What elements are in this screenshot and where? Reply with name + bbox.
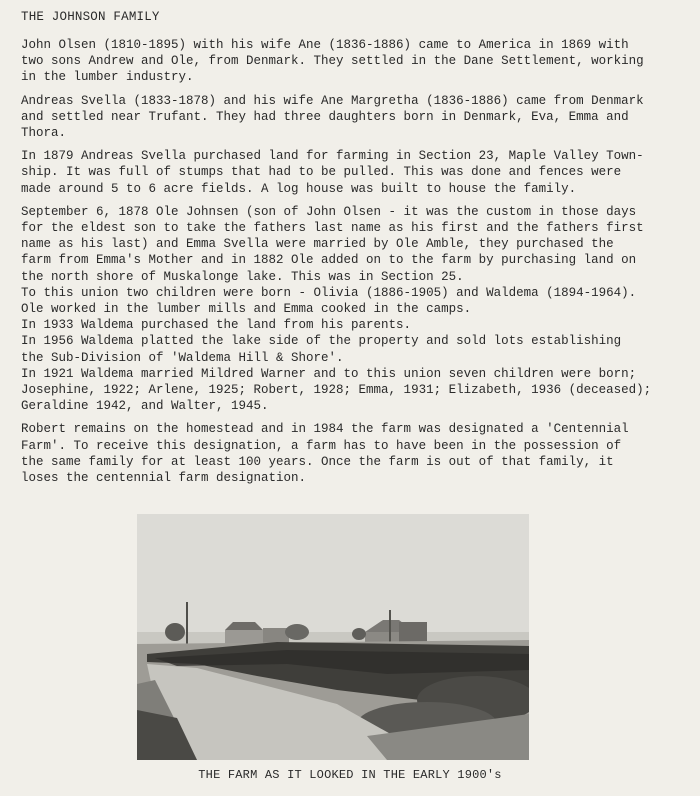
text-line: In 1879 Andreas Svella purchased land for farming in Section 23, Maple Valley Town- (21, 149, 644, 164)
text-line: made around 5 to 6 acre fields. A log house was built to house the family. (21, 181, 577, 196)
paragraph-land-purchase (21, 148, 681, 197)
text-line: farm from Emma's Mother and in 1882 Ole added on to the farm by purchasing land on (21, 253, 637, 268)
text-line: Thora. (21, 126, 67, 141)
paragraph-svella (21, 93, 681, 142)
text-line: loses the centennial farm designation. (21, 471, 307, 486)
text-line: To this union two children were born - Olivia (1886-1905) and Waldema (1894-1964). (21, 285, 637, 300)
photo-caption: THE FARM AS IT LOOKED IN THE EARLY 1900's (198, 768, 502, 782)
text-line: in the lumber industry. (21, 70, 194, 85)
text-line: the north shore of Muskalonge lake. This was in Section 25. (21, 269, 464, 284)
farm-photograph (137, 514, 529, 760)
text-line: and settled near Trufant. They had three daughters born in Denmark, Eva, Emma and (21, 109, 629, 124)
text-line: September 6, 1878 Ole Johnsen (son of John Olsen - it was the custom in those days (21, 204, 637, 219)
text-line: In 1921 Waldema married Mildred Warner and to this union seven children were born; (21, 366, 637, 381)
text-line: Josephine, 1922; Arlene, 1925; Robert, 1928; Emma, 1931; Elizabeth, 1936 (deceased); (21, 383, 652, 398)
document-title: THE JOHNSON FAMILY (21, 10, 160, 24)
text-line: Farm'. To receive this designation, a farm has to have been in the possession of (21, 438, 622, 453)
text-line: John Olsen (1810-1895) with his wife Ane (1836-1886) came to America in 1869 with (21, 38, 629, 52)
document-page (21, 8, 681, 493)
text-line: ship. It was full of stumps that had to be pulled. This was done and fences were (21, 165, 622, 180)
text-line: for the eldest son to take the fathers last name as his first and the fathers first (21, 221, 644, 236)
text-line: the Sub-Division of 'Waldema Hill & Shore'. (21, 350, 344, 365)
text-line: Geraldine 1942, and Walter, 1945. (21, 399, 269, 414)
text-line: the same family for at least 100 years. Once the farm is out of that family, it (21, 454, 614, 469)
text-line: Andreas Svella (1833-1878) and his wife Ane Margretha (1836-1886) came from Denmark (21, 93, 644, 108)
text-line: In 1956 Waldema platted the lake side of the property and sold lots establishing (21, 334, 622, 349)
paragraph-olsen (21, 37, 681, 86)
text-line: In 1933 Waldema purchased the land from his parents. (21, 318, 412, 333)
paragraph-marriage-history (21, 204, 681, 415)
paragraph-centennial-farm (21, 421, 681, 486)
text-line: Ole worked in the lumber mills and Emma cooked in the camps. (21, 302, 472, 317)
text-line: name as his last) and Emma Svella were married by Ole Amble, they purchased the (21, 237, 614, 252)
text-line: Robert remains on the homestead and in 1984 the farm was designated a 'Centennial (21, 422, 629, 437)
text-line: two sons Andrew and Ole, from Denmark. They settled in the Dane Settlement, working (21, 54, 644, 69)
